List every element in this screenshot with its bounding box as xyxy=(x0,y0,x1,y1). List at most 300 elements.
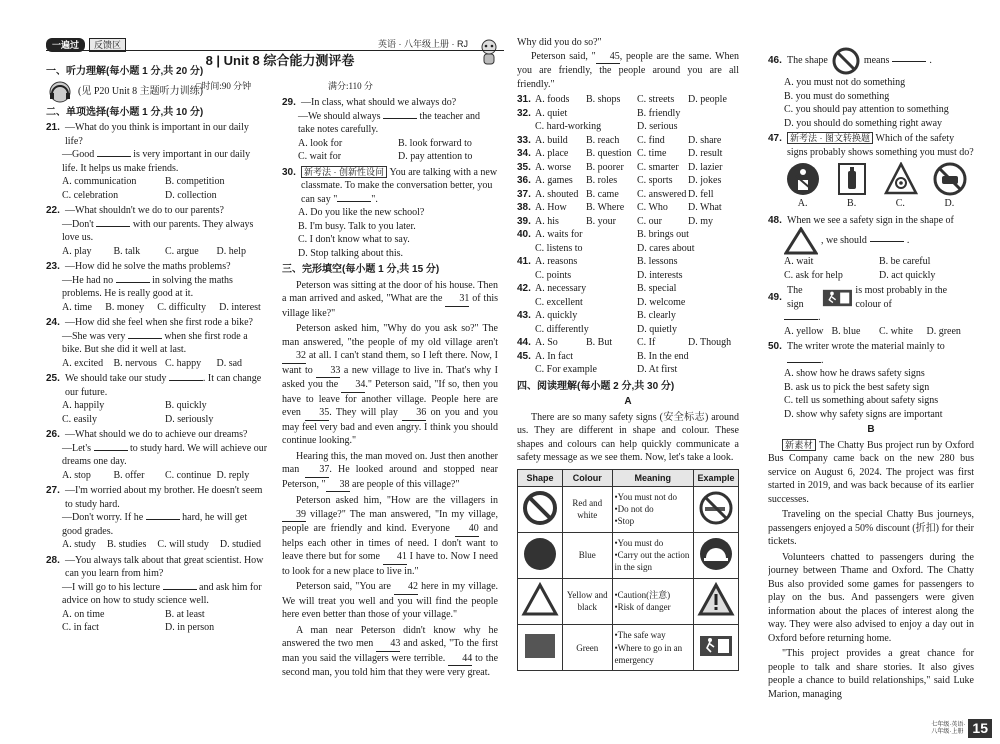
question-26 xyxy=(46,428,268,482)
triangle-shape-icon xyxy=(520,580,560,620)
sign-options-row xyxy=(768,162,974,196)
listening-note-row xyxy=(46,81,268,103)
book-label: 英语 · 八年级上册 · RJ xyxy=(378,39,468,49)
cloze-blank-32[interactable]: 32 xyxy=(282,349,306,364)
option[interactable]: C. listens to xyxy=(535,242,583,254)
answer-blank[interactable] xyxy=(116,282,150,283)
option[interactable]: D. What xyxy=(688,202,722,213)
question-text: —He had no xyxy=(62,274,114,286)
passage-text: Volunteers chatted to passengers during the journey between Thame and Oxford. The Chatty Bus also provided some games for passengers to play on the bus. And passengers were given information about the places of interest along the way. They were also advised to enjoy a day out in Oxford before returning home. xyxy=(768,551,974,644)
meaning-item: • Stop xyxy=(615,515,691,527)
question-text: is very important in our daily life. It helps us make friends. xyxy=(62,149,251,174)
question-23 xyxy=(46,260,268,314)
option[interactable]: C. find xyxy=(637,134,665,146)
answer-blank[interactable] xyxy=(97,156,131,157)
option[interactable]: B. poorer xyxy=(586,161,624,173)
passage-text: ." Peterson said, "If so, then you have to leave for another village. People here are even xyxy=(282,379,498,418)
cloze-blank-34[interactable]: 34 xyxy=(341,378,365,393)
option[interactable]: B. studies xyxy=(106,539,147,550)
option[interactable]: D. interests xyxy=(637,269,683,281)
option[interactable]: C. tell us something about safety signs xyxy=(784,395,939,406)
question-28 xyxy=(46,554,268,635)
passage-text: on you and you may feel very bad and even angry. I think you should continue looking." xyxy=(282,407,498,446)
circle-slash-shape-icon xyxy=(520,488,560,528)
passage-text: Peterson said, " xyxy=(531,50,596,62)
meaning-item: • Carry out the action in the sign xyxy=(615,549,691,573)
option[interactable]: C. smarter xyxy=(637,161,679,173)
question-number: 47. xyxy=(768,133,782,144)
option[interactable]: C. hard-working xyxy=(535,121,602,132)
option[interactable]: B. lessons xyxy=(637,256,678,267)
option[interactable]: C. answered xyxy=(637,188,687,200)
cloze-option-row xyxy=(517,161,739,175)
option[interactable]: C. white xyxy=(879,325,913,337)
cloze-blank-36[interactable]: 36 xyxy=(402,406,426,421)
column-1 xyxy=(46,62,268,637)
question-number: 43. xyxy=(517,310,531,321)
passage-text: a new village to live in. That's why I asked you the xyxy=(282,364,498,390)
cloze-options xyxy=(517,93,739,377)
option[interactable]: C. continue xyxy=(165,469,212,481)
option[interactable]: B. clearly xyxy=(637,310,676,321)
question-number: 44. xyxy=(517,337,531,348)
brand-logo: 一遍过 xyxy=(46,38,85,52)
answer-blank[interactable] xyxy=(337,201,371,202)
option[interactable]: A. place xyxy=(535,148,569,159)
question-number: 23. xyxy=(46,261,60,272)
option[interactable]: B. ask us to pick the best safety sign xyxy=(784,381,930,393)
question-text: The writer wrote the material mainly to xyxy=(787,341,945,352)
option[interactable]: B. look forward to xyxy=(398,137,472,149)
option-label[interactable]: C. xyxy=(895,198,905,209)
option[interactable]: D. serious xyxy=(637,121,678,132)
option[interactable]: D. jokes xyxy=(688,175,722,186)
table-header: Colour xyxy=(563,469,613,486)
option[interactable]: D. green xyxy=(926,325,961,337)
option[interactable]: C. points xyxy=(535,269,572,281)
meaning-item: • The safe way xyxy=(615,629,691,641)
cloze-option-row xyxy=(517,215,739,229)
question-text: —I will go to his lecture xyxy=(62,581,161,593)
answer-blank[interactable] xyxy=(870,241,904,242)
circle-slash-icon xyxy=(831,46,861,76)
spacer xyxy=(517,323,535,337)
option-label[interactable]: A. xyxy=(797,198,808,209)
question-text: when she first rode a bike. But she did it well at last. xyxy=(62,330,248,355)
option[interactable]: A. wait xyxy=(784,256,814,267)
no-smoking-icon xyxy=(696,488,736,528)
question-47 xyxy=(768,132,974,211)
option[interactable]: A. his xyxy=(535,215,559,227)
option[interactable]: C. wait for xyxy=(298,151,342,162)
question-text: —In class, what should we always do? xyxy=(301,97,457,108)
question-25 xyxy=(46,372,268,426)
table-header: Meaning xyxy=(612,469,693,486)
question-24 xyxy=(46,316,268,370)
passage-text: "This project provides a great chance for people to talk and share stories. It also gives people a chance to build relationships," said Luke Marion, managing xyxy=(768,648,974,700)
cloze-blank-41[interactable]: 41 xyxy=(383,550,407,565)
cloze-option-row xyxy=(517,107,739,134)
option[interactable]: D. cares about xyxy=(637,242,695,254)
question-number: 26. xyxy=(46,429,60,440)
cloze-blank-44[interactable]: 44 xyxy=(448,652,472,667)
cloze-blank-31[interactable]: 31 xyxy=(445,292,469,307)
option[interactable]: D. sad xyxy=(216,357,243,369)
option[interactable]: D. reply xyxy=(216,469,250,481)
option[interactable]: A. Do you like the new school? xyxy=(298,207,425,218)
answer-blank[interactable] xyxy=(96,226,130,227)
option[interactable]: B. friendly xyxy=(637,107,681,119)
hard-hat-icon xyxy=(696,534,736,574)
listening-note: (见 P20 Unit 8 主题听力训练) xyxy=(78,85,203,97)
fire-extinguisher-sign-icon[interactable] xyxy=(835,162,869,196)
section-listening-title: 一、听力理解(每小题 1 分,共 20 分) xyxy=(46,66,204,77)
cloze-blank-43[interactable]: 43 xyxy=(376,637,400,652)
safety-signs-table xyxy=(517,469,739,672)
passage-text: Peterson asked him, "Why do you ask so?" The man answered, "the people of my old village aren't xyxy=(282,323,498,348)
question-text: We should take our study xyxy=(65,373,167,384)
option[interactable]: A. necessary xyxy=(535,283,587,294)
option[interactable]: B. roles xyxy=(586,175,618,186)
option[interactable]: C. ask for help xyxy=(784,269,843,281)
answer-blank[interactable] xyxy=(163,589,197,590)
question-text: —How did he solve the maths problems? xyxy=(65,261,231,272)
option[interactable]: D. show why safety signs are important xyxy=(784,408,943,420)
option[interactable]: A. you must not do something xyxy=(784,77,906,88)
option[interactable]: A. communication xyxy=(62,176,137,187)
option[interactable]: C. time xyxy=(637,148,667,159)
question-text: You are talking with a new classmate. To make the conversation better, you can say " xyxy=(301,166,498,205)
question-30 xyxy=(282,166,498,261)
question-number: 28. xyxy=(46,554,60,566)
option-label[interactable]: B. xyxy=(847,198,857,209)
question-text: The shape xyxy=(787,55,828,67)
option[interactable]: A. play xyxy=(62,245,92,257)
option[interactable]: D. seriously xyxy=(165,413,214,425)
cloze-option-row xyxy=(517,93,739,107)
passage-text: Traveling on the special Chatty Bus journeys, passengers enjoyed a 50% discount (折扣) for their tickets. xyxy=(768,509,974,547)
passage-text: Peterson was sitting at the door of his house. Then a man arrived and asked, "What are the xyxy=(282,279,498,304)
option[interactable]: A. foods xyxy=(535,94,570,105)
table-header: Example xyxy=(693,469,738,486)
question-number: 33. xyxy=(517,134,531,146)
seatbelt-sign-icon[interactable] xyxy=(786,162,820,196)
cloze-option-row xyxy=(517,255,739,282)
option[interactable]: C. If xyxy=(637,337,656,348)
option[interactable]: D. interest xyxy=(219,301,261,313)
option[interactable]: A. excited xyxy=(62,357,104,369)
option-label[interactable]: D. xyxy=(944,198,955,209)
option[interactable]: B. competition xyxy=(165,176,225,187)
cloze-blank-40[interactable]: 40 xyxy=(455,522,479,537)
question-number: 41. xyxy=(517,256,531,267)
passage-text: The Chatty Bus project run by Oxford Bus Company came back on the new 280 bus service on August 6, 2024. The project was first started in 2019, and was back because of its earlier successes. xyxy=(768,439,974,505)
question-48: 48. When we see a safety sign in the shape of , we should . A. wait B. be careful C. ask for help D. act quickly xyxy=(768,214,974,283)
question-number: 50. xyxy=(768,341,782,352)
passage-text: Peterson asked him, "How are the villagers in xyxy=(296,495,498,506)
footer-text: 八年级·上册 xyxy=(931,728,964,735)
passage-text: I have to. Now I need to look for a new place to live in." xyxy=(282,551,498,577)
no-cars-sign-icon[interactable] xyxy=(933,162,967,196)
option[interactable]: A. quickly xyxy=(535,310,578,321)
option[interactable]: B. Where xyxy=(586,202,625,213)
option[interactable]: A. on time xyxy=(62,608,105,620)
option[interactable]: C. will study xyxy=(157,539,209,550)
question-number: 31. xyxy=(517,94,531,105)
spacer xyxy=(517,120,535,134)
answer-blank[interactable] xyxy=(94,450,128,451)
option[interactable]: A. stop xyxy=(62,469,91,481)
question-50: 50. The writer wrote the material mainly to . A. show how he draws safety signs B. ask us to pick the best safety sign C. tell us something about safety signs D. show why safety signs are important xyxy=(768,340,974,421)
cloze-option-row xyxy=(517,309,739,336)
question-text: ". xyxy=(371,193,378,205)
question-number: 35. xyxy=(517,161,531,173)
option[interactable]: D. welcome xyxy=(637,296,686,308)
option[interactable]: B. question xyxy=(586,148,632,159)
option[interactable]: D. in person xyxy=(165,622,215,633)
question-number: 42. xyxy=(517,283,531,294)
question-text: , we should xyxy=(821,235,867,247)
option[interactable]: D. share xyxy=(688,134,722,146)
option[interactable]: D. act quickly xyxy=(879,269,936,281)
option[interactable]: A. study xyxy=(62,539,96,550)
spacer xyxy=(517,296,535,310)
option[interactable]: D. help xyxy=(216,245,246,257)
cloze-option-row xyxy=(517,188,739,202)
question-number: 34. xyxy=(517,148,531,159)
mascot-icon xyxy=(478,38,500,66)
answer-blank[interactable] xyxy=(784,319,818,320)
option[interactable]: D. people xyxy=(688,94,727,105)
answer-blank[interactable] xyxy=(169,380,203,381)
answer-blank[interactable] xyxy=(383,118,417,119)
option[interactable]: D. Though xyxy=(688,337,732,348)
question-number: 45. xyxy=(517,350,531,362)
option[interactable]: B. reach xyxy=(586,134,620,146)
question-number: 29. xyxy=(282,97,296,108)
option[interactable]: C. happy xyxy=(165,357,202,369)
cloze-option-row xyxy=(517,134,739,148)
question-number: 48. xyxy=(768,214,782,226)
option[interactable]: C. differently xyxy=(535,323,589,335)
option[interactable]: D. studied xyxy=(219,539,261,550)
question-46: 46. The shape means . A. you must not do something B. you must do something C. you should pay attention to something D. you should do something right away xyxy=(768,46,974,130)
option[interactable]: A. reasons xyxy=(535,256,578,267)
exit-sign-icon xyxy=(822,288,853,308)
question-text: —Let's xyxy=(62,442,92,454)
option[interactable]: B. offer xyxy=(113,469,145,481)
question-text: When we see a safety sign in the shape of xyxy=(787,214,954,226)
option[interactable]: A. In fact xyxy=(535,350,574,362)
question-text: in solving the maths problems. He is really good at it. xyxy=(62,274,233,299)
headphones-icon xyxy=(46,81,74,103)
option[interactable]: A. happily xyxy=(62,400,105,411)
header-rule xyxy=(46,50,504,51)
option[interactable]: C. excellent xyxy=(535,296,583,308)
emergency-exit-icon xyxy=(696,626,736,666)
option[interactable]: B. nervous xyxy=(113,357,157,369)
question-text: with our parents. They always love us. xyxy=(62,218,254,243)
option[interactable]: B. In the end xyxy=(637,350,689,362)
option[interactable]: C. Who xyxy=(637,202,668,213)
option[interactable]: B. blue xyxy=(831,325,861,337)
passage-text: are people of this village?" xyxy=(352,478,460,490)
question-text: —I'm worried about my brother. He doesn't seem to study hard. xyxy=(65,485,263,510)
spacer xyxy=(517,269,535,283)
option[interactable]: C. in fact xyxy=(62,622,99,633)
question-number: 21. xyxy=(46,122,60,133)
cloze-option-row xyxy=(517,201,739,215)
passage-text: Peterson said, "You are xyxy=(296,581,391,592)
option[interactable]: A. shouted xyxy=(535,188,579,200)
option[interactable]: D. my xyxy=(688,215,713,227)
question-text: to study hard. We will achieve our dreams one day. xyxy=(62,442,268,467)
option[interactable]: A. build xyxy=(535,134,568,146)
question-number: 38. xyxy=(517,202,531,213)
option[interactable]: B. be careful xyxy=(879,256,931,267)
option[interactable]: A. yellow xyxy=(784,325,824,337)
question-text: —Don't worry. If he xyxy=(62,512,144,523)
question-number: 22. xyxy=(46,205,60,216)
cloze-blank-35[interactable]: 35 xyxy=(305,406,329,421)
passage-text: . They will play xyxy=(329,407,398,418)
question-number: 24. xyxy=(46,317,60,328)
option[interactable]: B. talk xyxy=(113,245,141,257)
question-number: 49. xyxy=(768,291,782,303)
option[interactable]: C. difficulty xyxy=(157,301,206,313)
option[interactable]: B. your xyxy=(586,215,616,227)
cloze-option-row xyxy=(517,174,739,188)
option[interactable]: D. pay attention to xyxy=(398,151,473,162)
option[interactable]: D. quietly xyxy=(637,323,677,335)
option[interactable]: C. streets xyxy=(637,94,675,105)
option[interactable]: B. you must do something xyxy=(784,90,890,102)
option[interactable]: A. quiet xyxy=(535,107,568,119)
passage-text: of this village like?" xyxy=(282,293,498,319)
question-number: 36. xyxy=(517,175,531,186)
cloze-blank-39[interactable]: 39 xyxy=(282,508,306,523)
meaning-item: • Caution(注意) xyxy=(615,589,691,601)
column-2 xyxy=(282,96,498,682)
option[interactable]: B. special xyxy=(637,283,677,294)
option[interactable]: D. At first xyxy=(637,364,678,375)
option[interactable]: A. look for xyxy=(298,137,343,149)
option[interactable]: D. result xyxy=(688,148,723,159)
answer-blank[interactable] xyxy=(128,338,162,339)
cloze-option-row xyxy=(517,147,739,161)
option[interactable]: C. our xyxy=(637,215,662,227)
passage-text: . He looked around and stopped near Peterson, " xyxy=(282,464,498,490)
option[interactable]: A. games xyxy=(535,175,573,186)
option[interactable]: C. easily xyxy=(62,413,97,425)
cloze-option-row xyxy=(517,228,739,255)
option[interactable]: C. For example xyxy=(535,364,597,375)
danger-triangle-sign-icon[interactable] xyxy=(884,162,918,196)
option[interactable]: B. money xyxy=(105,301,145,313)
answer-blank[interactable] xyxy=(892,61,926,62)
passage-text: village?" The man answered, "In my village, people are friendly and kind. Everyone xyxy=(282,508,498,534)
passage-a-label: A xyxy=(624,396,632,407)
question-text: —How did she feel when she first rode a bike? xyxy=(65,317,253,328)
cloze-option-row xyxy=(517,282,739,309)
option[interactable]: D. collection xyxy=(165,189,217,201)
option[interactable]: D. Stop talking about this. xyxy=(298,247,403,259)
option[interactable]: B. shops xyxy=(586,94,621,105)
warning-exclamation-icon xyxy=(696,580,736,620)
option[interactable]: A. worse xyxy=(535,161,572,173)
question-22 xyxy=(46,204,268,258)
column-4 xyxy=(768,46,974,703)
table-header: Shape xyxy=(518,469,563,486)
new-method-tag: 新考法 · 创新性设问 xyxy=(301,166,387,178)
question-text: means xyxy=(863,55,890,67)
option[interactable]: B. brings out xyxy=(637,229,689,240)
answer-blank[interactable] xyxy=(787,362,821,363)
option[interactable]: C. you should pay attention to something xyxy=(784,104,949,115)
question-number: 32. xyxy=(517,107,531,119)
option[interactable]: D. lazier xyxy=(688,161,723,173)
option[interactable]: A. time xyxy=(62,301,92,313)
cloze-blank-42[interactable]: 42 xyxy=(394,580,418,595)
option[interactable]: B. at least xyxy=(165,608,205,620)
option[interactable]: A. So xyxy=(535,337,558,348)
passage-text: to the second man, you told him that they were very great. xyxy=(282,652,498,678)
option[interactable]: C. sports xyxy=(637,175,673,186)
meaning-item: • Do not do xyxy=(615,503,691,515)
question-text: —Good xyxy=(62,149,95,160)
cloze-option-row xyxy=(517,350,739,377)
option[interactable]: B. I'm busy. Talk to you later. xyxy=(298,220,416,232)
option[interactable]: A. waits for xyxy=(535,229,583,240)
meaning-item: • Risk of danger xyxy=(615,601,691,613)
question-21 xyxy=(46,121,268,202)
cloze-blank-38[interactable]: 38 xyxy=(326,478,350,493)
option[interactable]: C. I don't know what to say. xyxy=(298,234,410,245)
option[interactable]: A. show how he draws safety signs xyxy=(784,368,925,379)
passage-a-intro: There are so many safety signs (安全标志) around us. They are different in shape and colour. These shapes and colours can help quickly communicate a safety message as we see them. Now, let's take a look. xyxy=(517,411,739,463)
option[interactable]: D. fell xyxy=(688,188,714,200)
option[interactable]: C. argue xyxy=(165,245,199,257)
option[interactable]: C. celebration xyxy=(62,189,119,201)
passage-text: Why did you do so?" xyxy=(517,37,602,48)
option[interactable]: D. you should do something right away xyxy=(784,117,943,129)
cloze-blank-45[interactable]: 45 xyxy=(596,50,620,65)
colour-cell: Blue xyxy=(563,532,613,578)
square-shape-icon xyxy=(520,626,560,666)
option[interactable]: B. But xyxy=(586,337,613,348)
passage-text: , people are the same. When you are friendly, the people around you are all friendly." xyxy=(517,50,739,90)
question-text: —What should we do to achieve our dreams? xyxy=(65,429,248,440)
feedback-link[interactable]: 反馈区 xyxy=(89,38,126,52)
cloze-blank-37[interactable]: 37 xyxy=(305,463,329,478)
spacer xyxy=(517,363,535,377)
option[interactable]: B. came xyxy=(586,188,619,200)
column-3 xyxy=(517,36,739,671)
question-text: —Don't xyxy=(62,218,94,230)
option[interactable]: A. How xyxy=(535,202,567,213)
question-text: The sign xyxy=(787,285,804,310)
page-number-badge xyxy=(931,719,992,738)
cloze-blank-33[interactable]: 33 xyxy=(316,364,340,379)
section-choice-title: 二、单项选择(每小题 1 分,共 10 分) xyxy=(46,106,204,118)
cloze-passage xyxy=(282,279,498,680)
question-number: 46. xyxy=(768,55,782,67)
answer-blank[interactable] xyxy=(146,519,180,520)
question-number: 27. xyxy=(46,485,60,496)
colour-cell: Red and white xyxy=(563,486,613,532)
question-text: is most probably in the colour of xyxy=(855,285,948,310)
option[interactable]: B. quickly xyxy=(165,400,207,411)
